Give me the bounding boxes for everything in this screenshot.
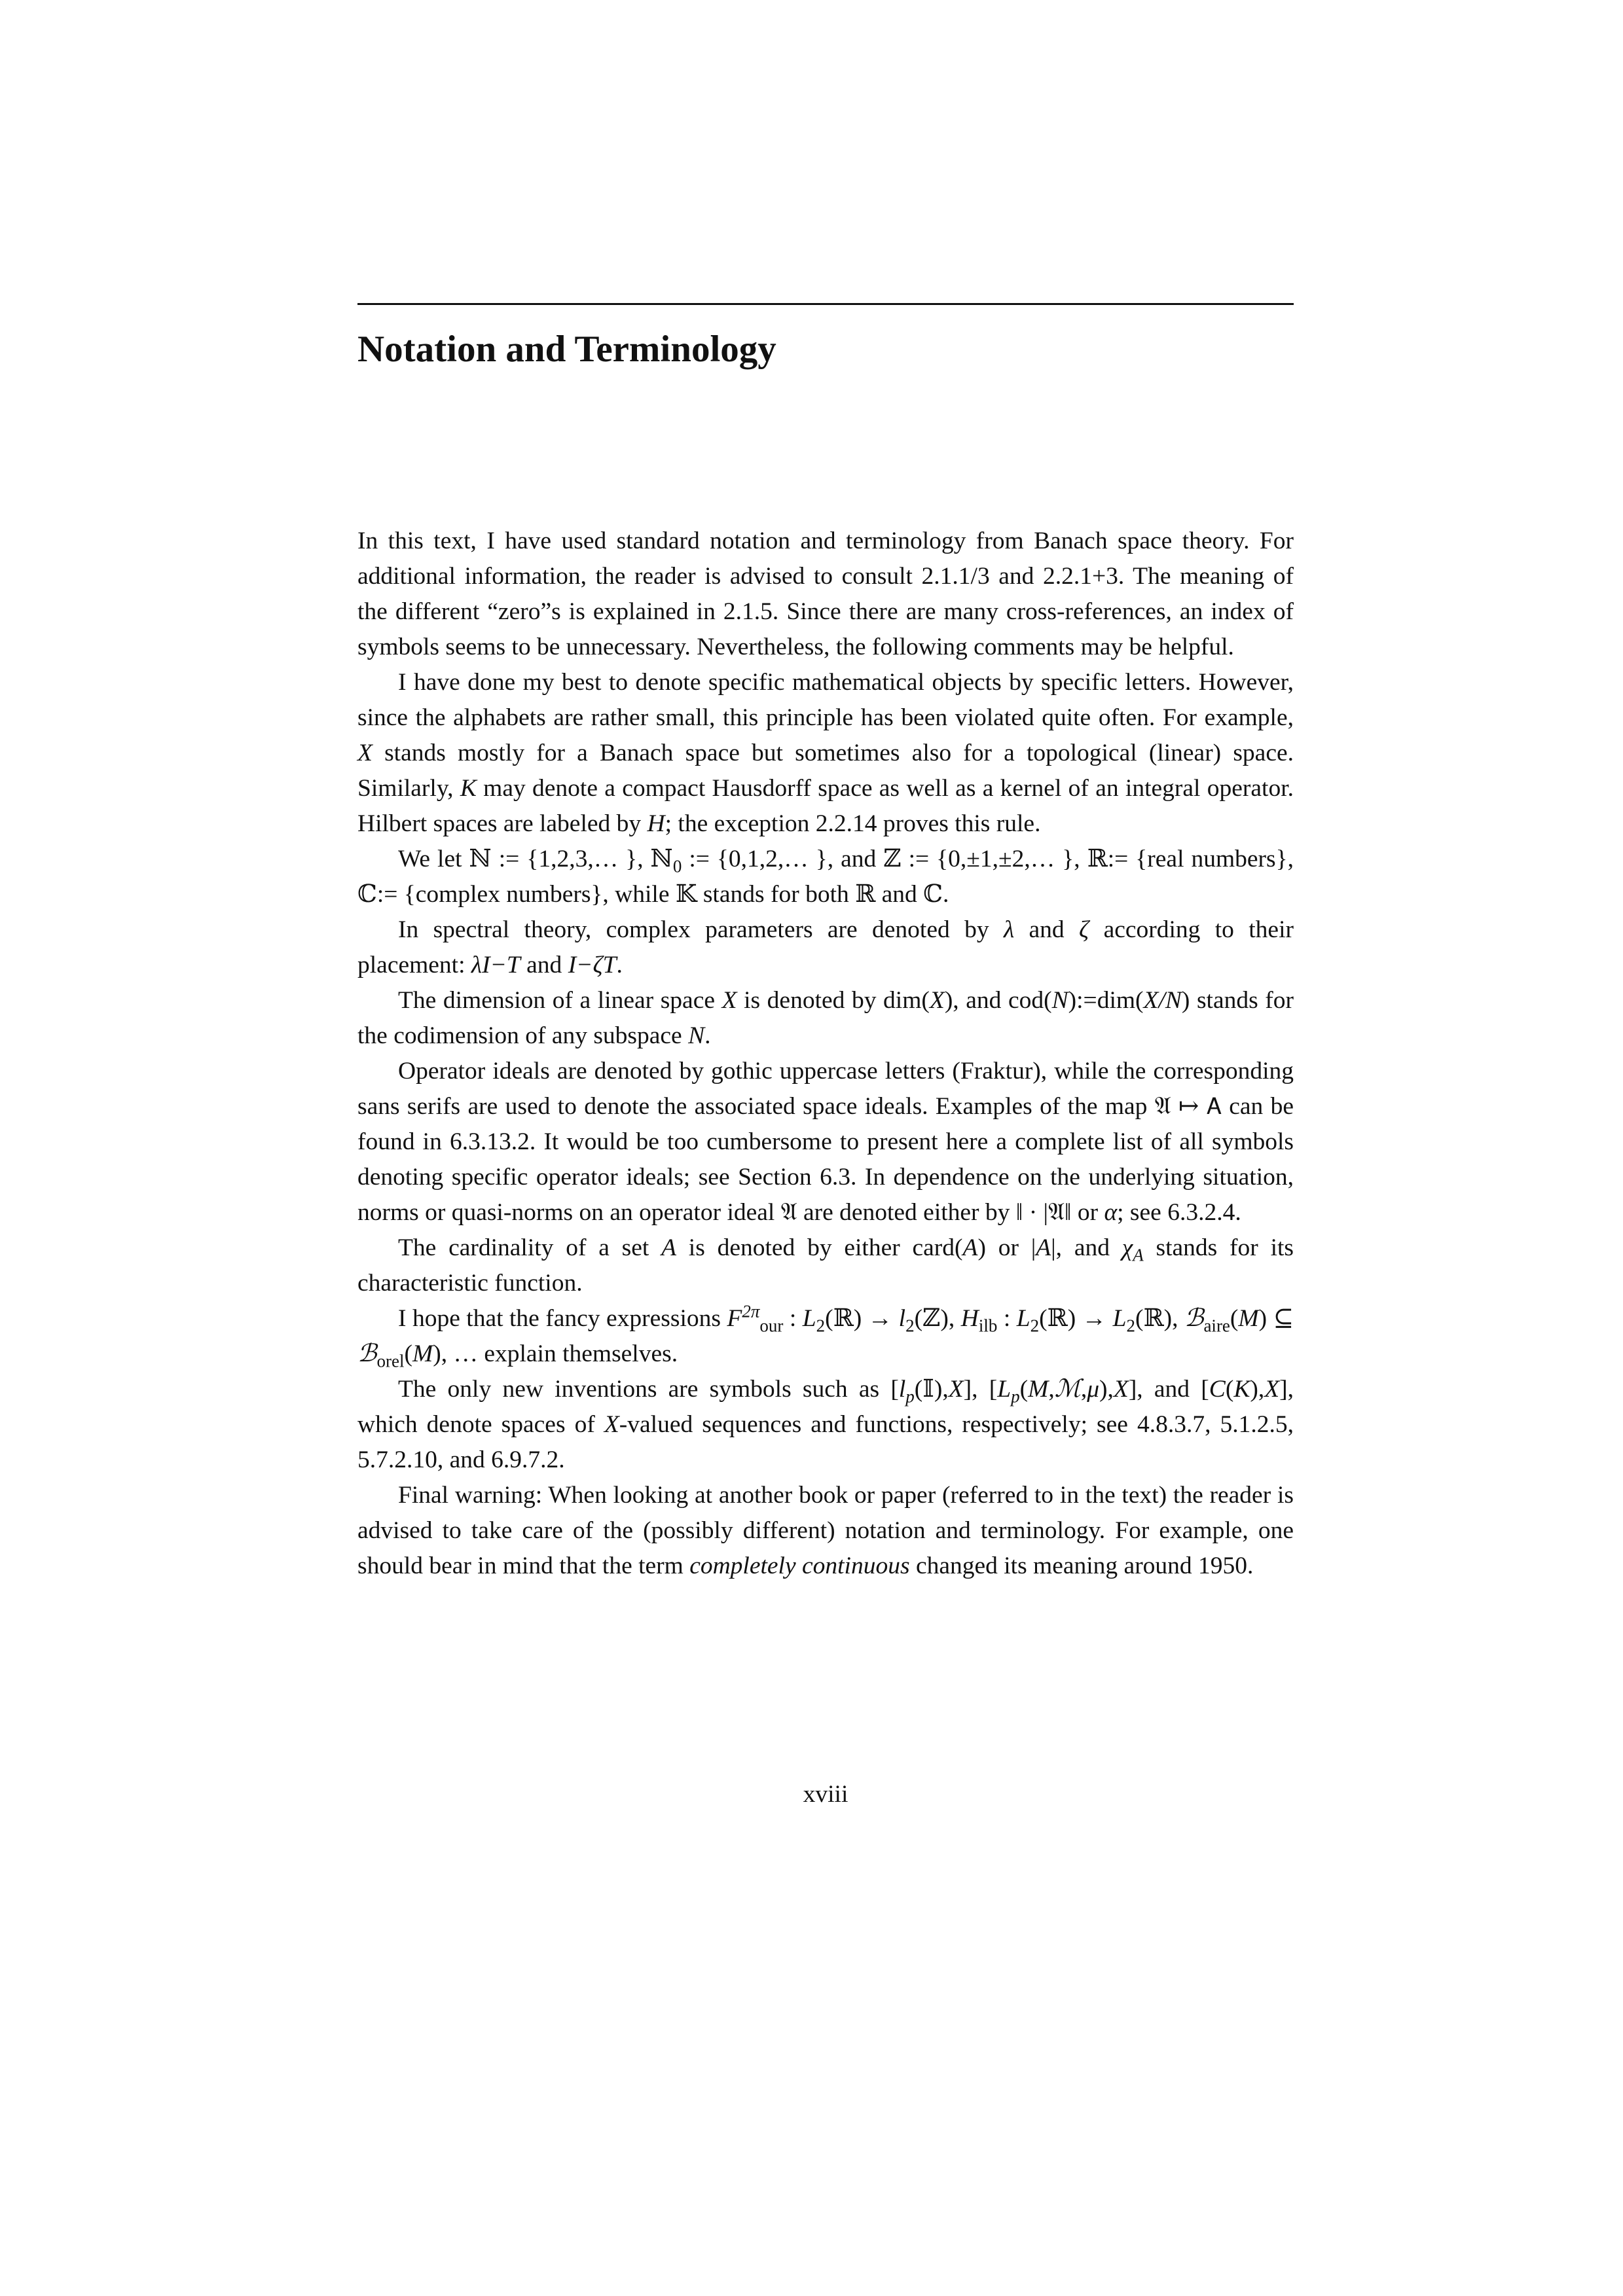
math-symbol: X	[1264, 1376, 1280, 1403]
text-segment: := {0,1,2,… }, and ℤ := {0,±1,±2,… }, ℝ:= {real numbers}, ℂ:= {complex numbers}, while 𝕂 stands for both ℝ and ℂ.	[357, 846, 1294, 908]
math-symbol: ℳ	[1054, 1376, 1081, 1403]
page	[357, 0, 1294, 2296]
math-symbol: A	[1036, 1234, 1051, 1261]
math-symbol: completely continuous	[689, 1552, 910, 1579]
body-text	[357, 524, 1294, 1584]
text-segment: ),	[1250, 1376, 1265, 1403]
paragraph-new-inventions	[357, 1372, 1294, 1478]
text-segment: 2	[1030, 1316, 1040, 1336]
math-symbol: ℬ	[1184, 1305, 1204, 1332]
text-segment: (	[1225, 1376, 1234, 1403]
math-symbol: p	[1011, 1386, 1020, 1407]
math-symbol: M	[412, 1340, 433, 1367]
text-segment: ) stands for the codimension of any subspace	[357, 987, 1294, 1049]
math-symbol: l	[898, 1305, 906, 1332]
text-segment: ), and cod(	[944, 987, 1052, 1014]
text-segment: The only new inventions are symbols such as [	[398, 1376, 899, 1403]
text-segment: |, and	[1051, 1234, 1122, 1261]
text-segment: In this text, I have used standard notation and terminology from Banach space theory. For additional information, the reader is advised to consult 2.1.1/3 and 2.2.1+3. The meaning of the different “zero”s is explained in 2.1.5. Since there are many cross-references, an index of symbols seems to be unnecessary. Nevertheless, the following comments may be helpful.	[357, 528, 1294, 660]
text-segment: aire	[1203, 1316, 1230, 1336]
text-segment: (	[1019, 1376, 1029, 1403]
math-symbol: N	[1051, 987, 1068, 1014]
text-segment: according to their placement:	[357, 916, 1294, 978]
math-symbol: L	[997, 1376, 1012, 1403]
text-segment: ,	[1080, 1376, 1087, 1403]
text-segment: 2	[1126, 1316, 1135, 1336]
math-symbol: A	[661, 1234, 677, 1261]
math-symbol: ζ	[1079, 916, 1089, 943]
math-symbol: A	[962, 1234, 978, 1261]
text-segment: In spectral theory, complex parameters are denoted by	[398, 916, 1004, 943]
text-segment: :	[783, 1305, 803, 1332]
text-segment: is denoted by either card(	[676, 1234, 963, 1261]
math-symbol: p	[905, 1386, 915, 1407]
text-segment: ):=dim(	[1068, 987, 1144, 1014]
paragraph-letters	[357, 665, 1294, 842]
math-symbol: α	[1104, 1199, 1118, 1226]
paragraph-operator-ideals	[357, 1054, 1294, 1230]
text-segment: ), … explain themselves.	[433, 1340, 678, 1367]
math-symbol: X/N	[1143, 987, 1182, 1014]
text-segment: -valued sequences and functions, respectively; see 4.8.3.7, 5.1.2.5, 5.7.2.10, and 6.9.7.2.	[357, 1411, 1294, 1473]
text-segment: :	[997, 1305, 1017, 1332]
header-rule	[357, 303, 1294, 305]
text-segment: ], which denote spaces of	[357, 1376, 1294, 1438]
math-symbol: H	[960, 1305, 979, 1332]
paragraph-dimension	[357, 983, 1294, 1054]
text-segment: .	[704, 1022, 711, 1049]
text-segment: 2	[905, 1316, 915, 1336]
text-segment: (	[1230, 1305, 1239, 1332]
math-symbol: X	[604, 1411, 619, 1438]
math-symbol: X	[1113, 1376, 1129, 1403]
math-symbol: N	[688, 1022, 705, 1049]
math-symbol: l	[898, 1376, 906, 1403]
math-symbol: C	[1209, 1376, 1226, 1403]
math-symbol: μ	[1087, 1376, 1100, 1403]
text-segment: (	[404, 1340, 412, 1367]
math-symbol: 2π	[742, 1301, 760, 1321]
math-symbol: A	[1133, 1245, 1144, 1265]
text-segment: and	[1014, 916, 1080, 943]
math-symbol: X	[357, 740, 373, 766]
math-symbol: I−ζT	[568, 952, 617, 978]
text-segment: ,	[1048, 1376, 1055, 1403]
text-segment: (ℝ) →	[825, 1305, 899, 1332]
math-symbol: χ	[1122, 1234, 1133, 1261]
text-segment: The cardinality of a set	[398, 1234, 662, 1261]
text-segment: and	[520, 952, 568, 978]
text-segment: I have done my best to denote specific mathematical objects by specific letters. However, since the alphabets are rather small, this principle has been violated quite often. For example,	[357, 669, 1294, 731]
page-number: xviii	[803, 1781, 848, 1808]
text-segment: ilb	[978, 1316, 998, 1336]
text-segment: (ℝ),	[1135, 1305, 1184, 1332]
paragraph-intro	[357, 524, 1294, 665]
math-symbol: K	[1233, 1376, 1250, 1403]
text-segment: ),	[1099, 1376, 1114, 1403]
math-symbol: H	[647, 810, 665, 837]
text-segment: I hope that the fancy expressions	[398, 1305, 727, 1332]
text-segment: changed its meaning around 1950.	[909, 1552, 1254, 1579]
text-segment: ], and [	[1128, 1376, 1209, 1403]
paragraph-spectral-theory	[357, 912, 1294, 983]
math-symbol: L	[1112, 1305, 1127, 1332]
math-symbol: λ	[1003, 916, 1015, 943]
text-segment: ; the exception 2.2.14 proves this rule.	[665, 810, 1041, 837]
math-symbol: M	[1028, 1376, 1049, 1403]
text-segment: (ℤ),	[914, 1305, 961, 1332]
text-segment: (ℝ) →	[1039, 1305, 1113, 1332]
text-segment: Final warning: When looking at another book or paper (referred to in the text) the reader is advised to take care of the (possibly different) notation and terminology. For example, one should bear in mind that the term	[357, 1482, 1294, 1579]
paragraph-number-sets	[357, 842, 1294, 912]
text-segment: The dimension of a linear space	[398, 987, 722, 1014]
math-symbol: M	[1238, 1305, 1259, 1332]
text-segment: is denoted by dim(	[737, 987, 930, 1014]
text-segment: may denote a compact Hausdorff space as well as a kernel of an integral operator. Hilbert spaces are labeled by	[357, 775, 1294, 837]
text-segment: Operator ideals are denoted by gothic uppercase letters (Fraktur), while the corresponding sans serifs are used to denote the associated space ideals. Examples of the map 𝔄 ↦ 𝖠 can be found in 6.3.13.2. It would be too cumbersome to present here a complete list of all symbols denoting specific operator ideals; see Section 6.3. In dependence on the underlying situation, norms or quasi-norms on an operator ideal 𝔄 are denoted either by ‖ · |𝔄‖ or	[357, 1058, 1294, 1226]
text-segment: ) or |	[977, 1234, 1036, 1261]
text-segment: We let ℕ := {1,2,3,… }, ℕ	[398, 846, 673, 872]
math-symbol: F	[727, 1305, 742, 1332]
paragraph-fancy-expressions	[357, 1301, 1294, 1372]
math-symbol: K	[460, 775, 477, 802]
text-segment: orel	[376, 1351, 405, 1371]
math-symbol: λI−T	[471, 952, 520, 978]
paragraph-cardinality	[357, 1230, 1294, 1301]
page-title: Notation and Terminology	[357, 329, 776, 370]
text-segment: ) ⊆	[1258, 1305, 1294, 1332]
text-segment: our	[759, 1316, 784, 1336]
math-symbol: L	[1016, 1305, 1030, 1332]
paragraph-final-warning	[357, 1478, 1294, 1584]
math-symbol: X	[948, 1376, 964, 1403]
text-segment: ], [	[963, 1376, 998, 1403]
math-symbol: L	[802, 1305, 816, 1332]
text-segment: .	[616, 952, 623, 978]
math-symbol: X	[721, 987, 737, 1014]
text-segment: 0	[672, 856, 682, 876]
text-segment: ; see 6.3.2.4.	[1117, 1199, 1241, 1226]
math-symbol: X	[929, 987, 945, 1014]
text-segment: 2	[816, 1316, 826, 1336]
text-segment: stands for its characteristic function.	[357, 1234, 1294, 1297]
text-segment: (𝕀),	[914, 1376, 949, 1403]
math-symbol: ℬ	[357, 1340, 377, 1367]
text-segment: stands mostly for a Banach space but sometimes also for a topological (linear) space. Similarly,	[357, 740, 1294, 802]
